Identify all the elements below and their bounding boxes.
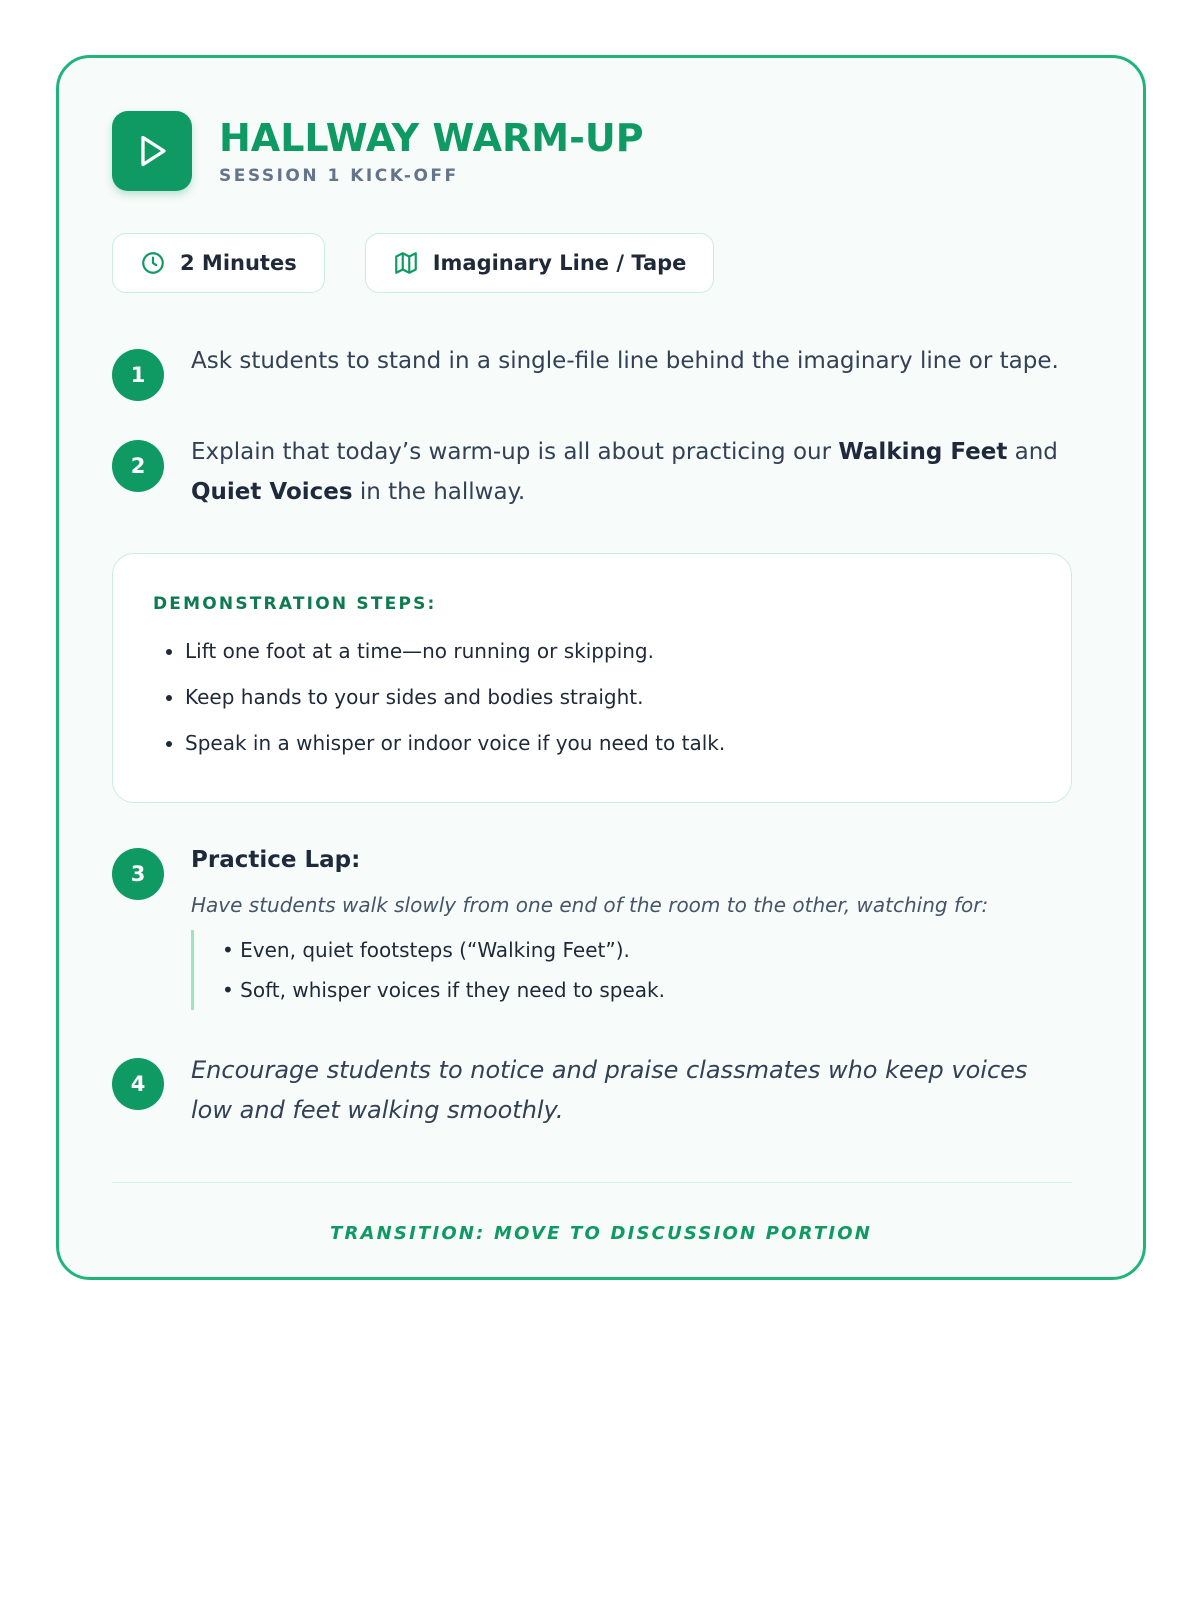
materials-label: Imaginary Line / Tape [432,251,687,275]
step-2 [112,432,1071,512]
materials-chip [365,233,715,293]
map-icon [393,250,419,276]
step-text: Encourage students to notice and praise classmates who keep voices low and feet walking smoothly. [191,1056,1028,1124]
info-chips [112,233,754,293]
step-text [191,432,1071,512]
duration-chip [112,233,325,293]
practice-lap-checklist [191,930,1071,1010]
step-number: 2 [112,440,164,492]
transition-note: TRANSITION: MOVE TO DISCUSSION PORTION [329,1223,873,1244]
step-number: 1 [112,349,164,401]
step-1 [112,341,1071,401]
card-header [112,111,644,191]
step-number: 4 [112,1058,164,1110]
duration-label: 2 Minutes [180,251,297,275]
step-text-part: and [1007,439,1058,465]
divider [112,1182,1072,1183]
step-3 [112,840,1071,1010]
activity-card [56,55,1146,1280]
step-4 [112,1050,1071,1130]
practice-lap-title: Practice Lap: [191,847,361,873]
play-icon [134,133,170,169]
demonstration-box [112,553,1072,803]
list-item: • Even, quiet footsteps (“Walking Feet”). [222,938,630,962]
page-subtitle: SESSION 1 KICK-OFF [219,166,459,186]
step-text: Ask students to stand in a single-file line behind the imaginary line or tape. [191,348,1059,374]
practice-lap-description: Have students walk slowly from one end of the room to the other, watching for: [191,893,989,917]
step-content [191,840,1071,1010]
play-button[interactable] [112,111,192,191]
demonstration-title: DEMONSTRATION STEPS: [153,594,437,614]
list-item: • Lift one foot at a time—no running or skipping. [185,628,1031,674]
list-item: • Speak in a whisper or indoor voice if you need to talk. [185,720,1031,766]
step-text-part: Explain that today’s warm-up is all about practicing our [191,439,839,465]
list-item: • Keep hands to your sides and bodies straight. [185,674,1031,720]
demonstration-list [153,628,1031,766]
quiet-voices-emphasis: Quiet Voices [191,479,353,505]
list-item: • Soft, whisper voices if they need to speak. [222,978,665,1002]
step-text-part: in the hallway. [352,479,526,505]
walking-feet-emphasis: Walking Feet [838,439,1008,465]
step-number: 3 [112,848,164,900]
page-title: HALLWAY WARM-UP [219,116,644,160]
clock-icon [140,250,166,276]
